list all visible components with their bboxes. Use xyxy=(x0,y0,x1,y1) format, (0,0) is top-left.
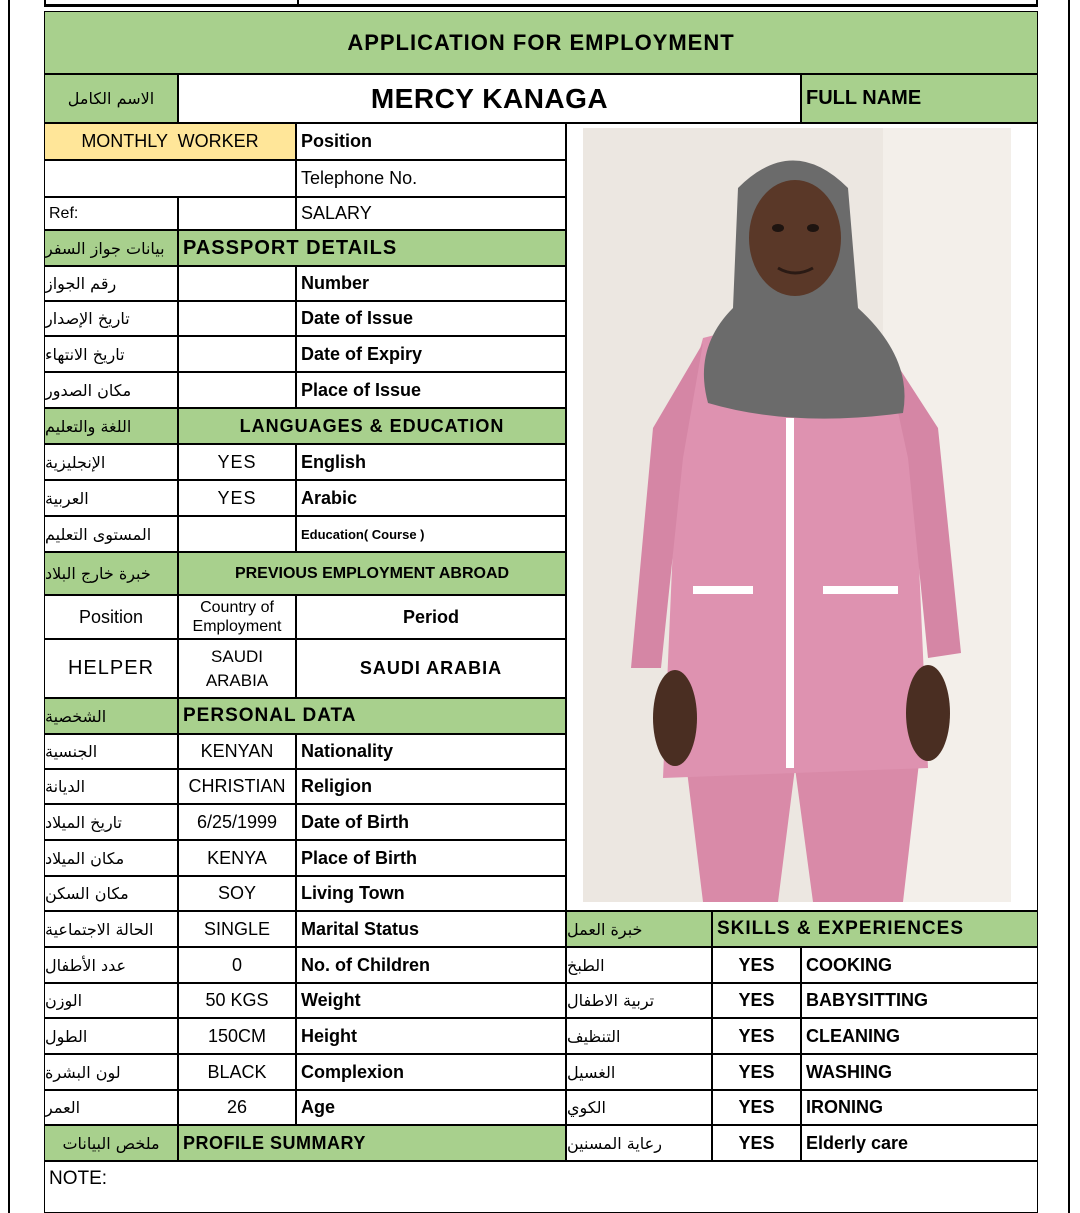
personal-header-ar: الشخصية xyxy=(44,698,178,734)
personal-row-label: Place of Birth xyxy=(296,840,566,876)
personal-row-value: 150CM xyxy=(178,1018,296,1054)
personal-row-ar: الديانة xyxy=(44,769,178,804)
telephone-label: Telephone No. xyxy=(296,160,566,197)
prev-position-value: HELPER xyxy=(44,639,178,698)
skill-row-ar: التنظيف xyxy=(566,1018,712,1054)
prev-col-country: Country of Employment xyxy=(178,595,296,639)
passport-row-ar: تاريخ الانتهاء xyxy=(44,336,178,372)
skill-row-value: YES xyxy=(712,1054,801,1090)
passport-row-label: Date of Expiry xyxy=(296,336,566,372)
personal-row-ar: الجنسية xyxy=(44,734,178,769)
prev-employment-header-en: PREVIOUS EMPLOYMENT ABROAD xyxy=(178,552,566,595)
skill-row-label: IRONING xyxy=(801,1090,1038,1125)
personal-row-ar: عدد الأطفال xyxy=(44,947,178,983)
skill-row-label: CLEANING xyxy=(801,1018,1038,1054)
skill-row-ar: تربية الاطفال xyxy=(566,983,712,1018)
personal-row-value: 6/25/1999 xyxy=(178,804,296,840)
prev-employment-header-ar: خبرة خارج البلاد xyxy=(44,552,178,595)
personal-row-label: Height xyxy=(296,1018,566,1054)
personal-row-value: CHRISTIAN xyxy=(178,769,296,804)
languages-row-label: Arabic xyxy=(296,480,566,516)
passport-row-value xyxy=(178,301,296,336)
skills-header-ar: خبرة العمل xyxy=(566,911,712,947)
prev-period-value: SAUDI ARABIA xyxy=(296,639,566,698)
passport-row-value xyxy=(178,266,296,301)
personal-row-value: 50 KGS xyxy=(178,983,296,1018)
personal-row-ar: العمر xyxy=(44,1090,178,1125)
personal-row-value: BLACK xyxy=(178,1054,296,1090)
personal-row-value: SOY xyxy=(178,876,296,911)
skill-row-value: YES xyxy=(712,1090,801,1125)
personal-row-ar: تاريخ الميلاد xyxy=(44,804,178,840)
passport-row-ar: رقم الجواز xyxy=(44,266,178,301)
personal-row-label: Marital Status xyxy=(296,911,566,947)
personal-row-label: Religion xyxy=(296,769,566,804)
prev-col-period: Period xyxy=(296,595,566,639)
passport-row-label: Number xyxy=(296,266,566,301)
position-value: MONTHLY WORKER xyxy=(44,123,296,160)
personal-row-value: 0 xyxy=(178,947,296,983)
personal-row-ar: الحالة الاجتماعية xyxy=(44,911,178,947)
note-label: NOTE: xyxy=(44,1161,1038,1213)
profile-summary-label-ar: ملخص البيانات xyxy=(44,1125,178,1161)
personal-row-label: Weight xyxy=(296,983,566,1018)
personal-row-label: Age xyxy=(296,1090,566,1125)
personal-row-value: 26 xyxy=(178,1090,296,1125)
skill-row-value: YES xyxy=(712,1125,801,1161)
skill-row-ar: رعاية المسنين xyxy=(566,1125,712,1161)
languages-header-en: LANGUAGES & EDUCATION xyxy=(178,408,566,444)
full-name-value: MERCY KANAGA xyxy=(178,74,801,123)
personal-row-ar: لون البشرة xyxy=(44,1054,178,1090)
languages-header-ar: اللغة والتعليم xyxy=(44,408,178,444)
telephone-value xyxy=(44,160,296,197)
top-border xyxy=(44,0,1038,7)
personal-row-value: KENYAN xyxy=(178,734,296,769)
form-title: APPLICATION FOR EMPLOYMENT xyxy=(44,11,1038,74)
skill-row-label: WASHING xyxy=(801,1054,1038,1090)
passport-row-label: Date of Issue xyxy=(296,301,566,336)
personal-row-ar: الوزن xyxy=(44,983,178,1018)
position-label: Position xyxy=(296,123,566,160)
ref-value xyxy=(178,197,296,230)
languages-row-label: English xyxy=(296,444,566,480)
skill-row-value: YES xyxy=(712,1018,801,1054)
personal-row-label: Living Town xyxy=(296,876,566,911)
skill-row-label: Elderly care xyxy=(801,1125,1038,1161)
languages-row-ar: المستوى التعليم xyxy=(44,516,178,552)
passport-row-ar: مكان الصدور xyxy=(44,372,178,408)
skill-row-label: BABYSITTING xyxy=(801,983,1038,1018)
skill-row-ar: الطبخ xyxy=(566,947,712,983)
skill-row-label: COOKING xyxy=(801,947,1038,983)
languages-row-label: Education( Course ) xyxy=(296,516,566,552)
full-name-label-ar: الاسم الكامل xyxy=(44,74,178,123)
passport-header-ar: بيانات جواز السفر xyxy=(44,230,178,266)
skill-row-ar: الكوي xyxy=(566,1090,712,1125)
passport-row-ar: تاريخ الإصدار xyxy=(44,301,178,336)
full-name-label-en: FULL NAME xyxy=(801,74,1038,123)
personal-row-value: KENYA xyxy=(178,840,296,876)
skill-row-ar: الغسيل xyxy=(566,1054,712,1090)
personal-row-label: Complexion xyxy=(296,1054,566,1090)
applicant-photo xyxy=(583,128,1011,902)
salary-label: SALARY xyxy=(296,197,566,230)
profile-summary-label-en: PROFILE SUMMARY xyxy=(178,1125,566,1161)
prev-col-position: Position xyxy=(44,595,178,639)
personal-row-label: No. of Children xyxy=(296,947,566,983)
skills-header-en: SKILLS & EXPERIENCES xyxy=(712,911,1038,947)
skill-row-value: YES xyxy=(712,983,801,1018)
personal-row-label: Date of Birth xyxy=(296,804,566,840)
passport-row-label: Place of Issue xyxy=(296,372,566,408)
languages-row-ar: الإنجليزية xyxy=(44,444,178,480)
languages-row-value xyxy=(178,516,296,552)
skill-row-value: YES xyxy=(712,947,801,983)
personal-row-value: SINGLE xyxy=(178,911,296,947)
languages-row-value: YES xyxy=(178,480,296,516)
passport-row-value xyxy=(178,372,296,408)
languages-row-value: YES xyxy=(178,444,296,480)
prev-country-value: SAUDI ARABIA xyxy=(178,639,296,698)
passport-row-value xyxy=(178,336,296,372)
personal-header-en: PERSONAL DATA xyxy=(178,698,566,734)
languages-row-ar: العربية xyxy=(44,480,178,516)
ref-label: Ref: xyxy=(44,197,178,230)
personal-row-label: Nationality xyxy=(296,734,566,769)
personal-row-ar: الطول xyxy=(44,1018,178,1054)
passport-header-en: PASSPORT DETAILS xyxy=(178,230,566,266)
personal-row-ar: مكان السكن xyxy=(44,876,178,911)
personal-row-ar: مكان الميلاد xyxy=(44,840,178,876)
